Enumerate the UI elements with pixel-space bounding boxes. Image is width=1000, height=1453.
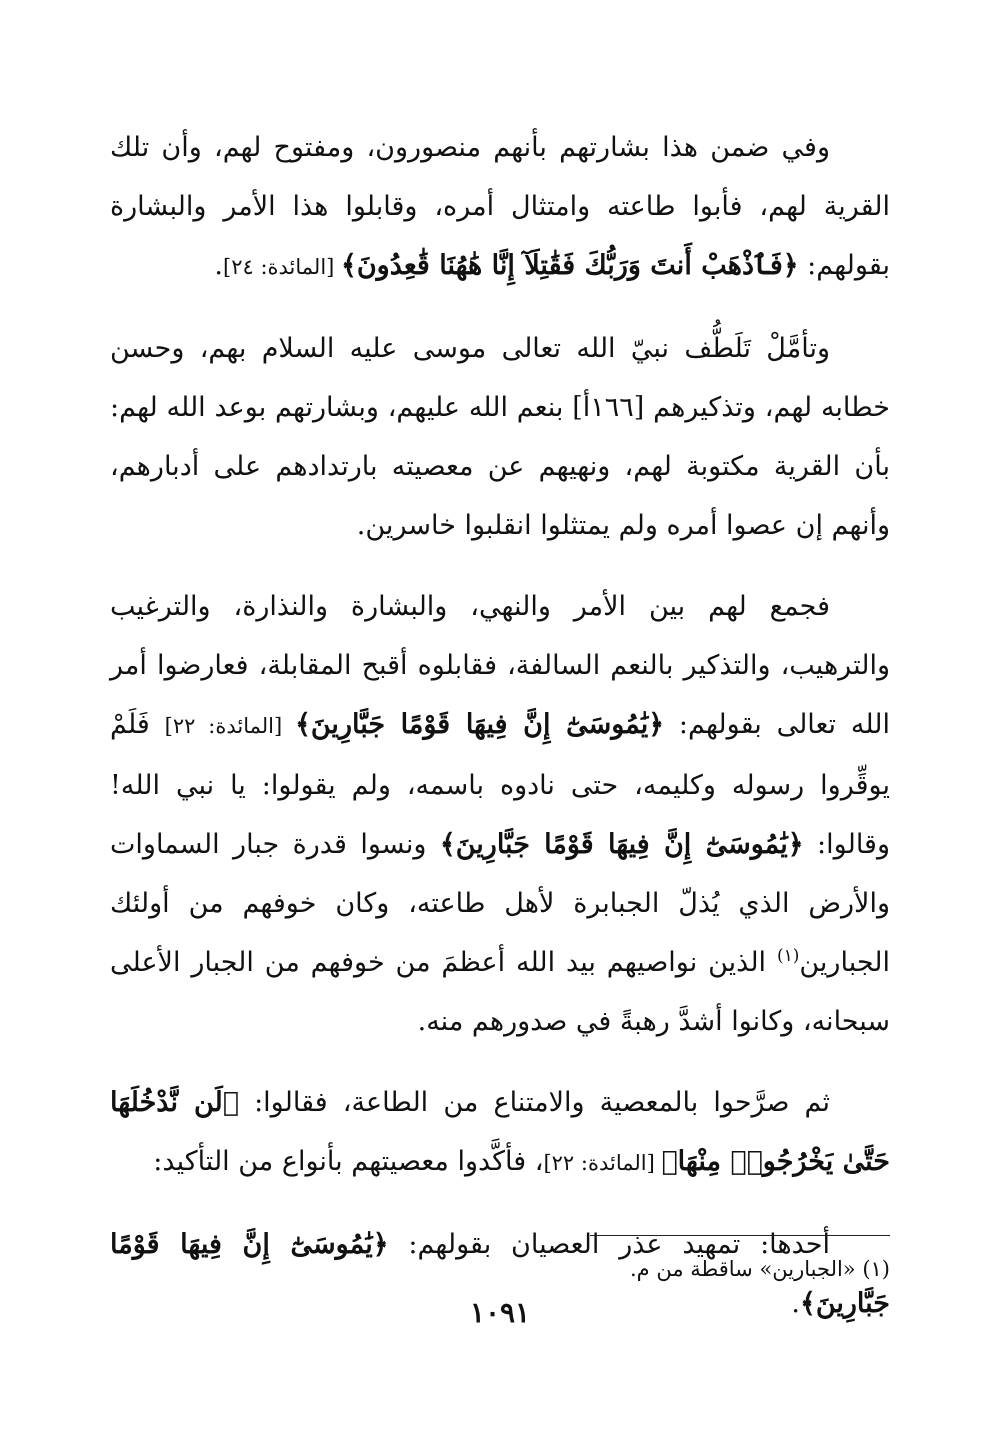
paragraph-2 xyxy=(110,319,890,555)
page-body xyxy=(110,118,890,1333)
verse-reference: [المائدة: ٢٢] xyxy=(543,1151,662,1175)
paragraph-2-text-1: وتأمَّلْ تَلَطُّف نبيّ الله تعالى موسى عليه السلام بهم، وحسن خطابه لهم، وتذكيرهم [١٦٦أ] بنعم الله عليهم، وبشارتهم بوعد الله لهم: بأن القرية مكتوبة لهم، ونهيهم عن معصيته بارتدادهم على أدبارهم، وأنهم إن عصوا أمره ولم يمتثلوا انقلبوا خاسرين. xyxy=(110,333,890,541)
footnote-divider xyxy=(590,1235,890,1236)
paragraph-5-text-2: . xyxy=(791,1288,800,1319)
paragraph-5-text-1: أحدها: تمهيد عذر العصيان بقولهم: xyxy=(388,1229,830,1260)
footnote xyxy=(110,1252,890,1286)
quran-verse: ﴿يَٰمُوسَىٰٓ إِنَّ فِيهَا قَوْمًا جَبَّارِينَ﴾ xyxy=(110,1229,890,1319)
quran-verse: ﴿يَٰمُوسَىٰٓ إِنَّ فِيهَا قَوْمًا جَبَّارِينَ﴾ xyxy=(295,709,665,740)
paragraph-4-text-2: ، فأكَّدوا معصيتهم بأنواع من التأكيد: xyxy=(153,1146,544,1177)
paragraph-3-text-1: فجمع لهم بين الأمر والنهي، والبشارة والنذارة، والترغيب والترهيب، والتذكير بالنعم السالفة، فقابلوه أقبح المقابلة، فعارضوا أمر الله تعالى بقولهم: xyxy=(110,591,890,740)
page-number: ١٠٩١ xyxy=(469,1296,531,1329)
paragraph-3 xyxy=(110,577,890,1051)
paragraph-1-text-2: . xyxy=(214,250,223,281)
quran-verse: ﴿لَن نَّدْخُلَهَا حَتَّىٰ يَخْرُجُوا۟ مِنْهَا﴾ xyxy=(110,1087,890,1177)
verse-reference: [المائدة: ٢٤] xyxy=(223,255,342,279)
quran-verse: ﴿يَٰمُوسَىٰٓ إِنَّ فِيهَا قَوْمًا جَبَّارِينَ﴾ xyxy=(439,829,804,860)
quran-verse: ﴿فَٱذْهَبْ أَنتَ وَرَبُّكَ فَقَٰتِلَآ إِنَّا هَٰهُنَا قَٰعِدُونَ﴾ xyxy=(341,250,799,281)
paragraph-3-text-3: ونسوا قدرة جبار السماوات والأرض الذي يُذلّ الجبابرة لأهل طاعته، وكان خوفهم من أولئك الجبارين xyxy=(110,829,890,978)
paragraph-1-text-1: وفي ضمن هذا بشارتهم بأنهم منصورون، ومفتوح لهم، وأن تلك القرية لهم، فأبوا طاعته وامتثال أمره، وقابلوا هذا الأمر والبشارة بقولهم: xyxy=(110,132,890,281)
paragraph-4 xyxy=(110,1073,890,1193)
paragraph-3-text-4: الذين نواصيهم بيد الله أعظمَ من خوفهم من الجبار الأعلى سبحانه، وكانوا أشدَّ رهبةً في صدورهم منه. xyxy=(110,947,890,1037)
paragraph-4-text-1: ثم صرَّحوا بالمعصية والامتناع من الطاعة، فقالوا: xyxy=(238,1087,831,1118)
paragraph-3-text-2: فَلَمْ يوقِّروا رسوله وكليمه، حتى نادوه باسمه، ولم يقولوا: يا نبي الله! وقالوا: xyxy=(110,709,890,860)
footnote-text: (١) «الجبارين» ساقطة من م. xyxy=(630,1257,890,1281)
footnote-marker[interactable]: (١) xyxy=(776,946,800,966)
verse-reference: [المائدة: ٢٢] xyxy=(164,714,296,738)
paragraph-1 xyxy=(110,118,890,297)
